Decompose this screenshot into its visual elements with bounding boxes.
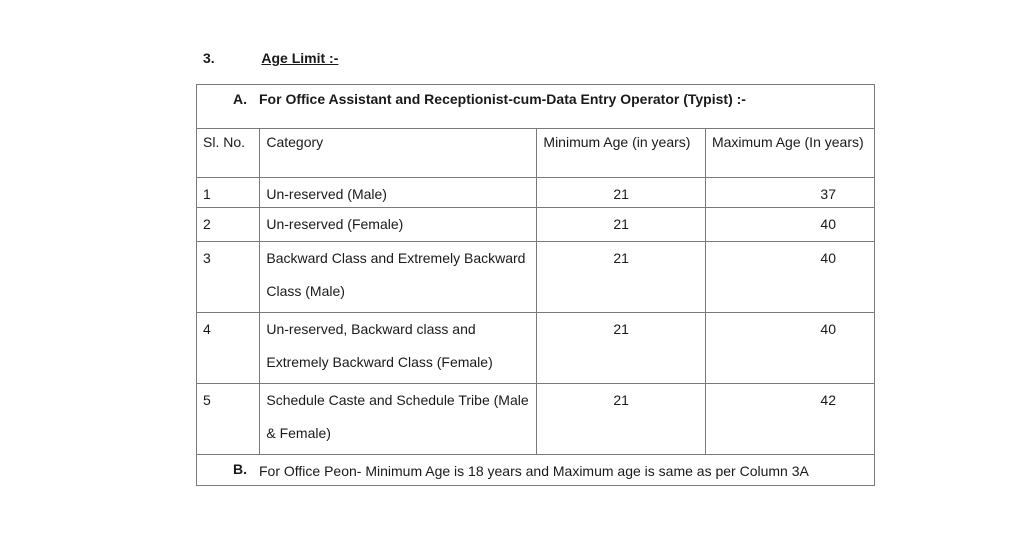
header-category: Category	[260, 129, 537, 177]
section-number: 3.	[203, 50, 215, 66]
cell-min-age: 21	[537, 383, 706, 454]
section-b-letter: B.	[233, 460, 247, 477]
table-header-row	[197, 129, 874, 177]
cell-category	[260, 241, 537, 312]
cell-category-text: Un-reserved, Backward class and Extremely Backward Class (Female)	[266, 320, 493, 370]
cell-min-age: 21	[537, 241, 706, 312]
header-maximum-age: Maximum Age (In years)	[705, 129, 874, 177]
table-row	[197, 312, 874, 383]
cell-max-age: 37	[705, 177, 874, 207]
cell-sl: 4	[197, 312, 260, 383]
table-row	[197, 177, 874, 207]
header-minimum-age: Minimum Age (in years)	[537, 129, 706, 177]
cell-max-age: 42	[705, 383, 874, 454]
cell-max-age: 40	[705, 312, 874, 383]
cell-category-text: Schedule Caste and Schedule Tribe (Male & Female)	[266, 391, 529, 441]
header-sl-no: Sl. No.	[197, 129, 260, 177]
cell-min-age: 21	[537, 312, 706, 383]
cell-min-age: 21	[537, 177, 706, 207]
cell-category-text: Backward Class and Extremely Backward Class (Male)	[266, 249, 526, 299]
age-limit-table	[196, 84, 875, 486]
age-table	[197, 129, 874, 455]
cell-max-age: 40	[705, 207, 874, 241]
section-title: Age Limit :-	[261, 50, 339, 66]
cell-sl: 3	[197, 241, 260, 312]
cell-category	[260, 383, 537, 454]
section-a-heading	[197, 85, 874, 129]
cell-category: Un-reserved (Male)	[260, 177, 537, 207]
cell-sl: 5	[197, 383, 260, 454]
section-b-note	[197, 455, 874, 485]
table-row	[197, 207, 874, 241]
cell-max-age: 40	[705, 241, 874, 312]
section-a-letter: A.	[233, 91, 247, 107]
cell-sl: 1	[197, 177, 260, 207]
cell-category: Un-reserved (Female)	[260, 207, 537, 241]
section-a-title: For Office Assistant and Receptionist-cum-Data Entry Operator (Typist) :-	[259, 91, 746, 107]
cell-min-age: 21	[537, 207, 706, 241]
section-heading	[203, 50, 338, 66]
table-row	[197, 241, 874, 312]
cell-sl: 2	[197, 207, 260, 241]
table-row	[197, 383, 874, 454]
section-b-text: For Office Peon- Minimum Age is 18 years and Maximum age is same as per Column 3A	[259, 462, 809, 479]
cell-category	[260, 312, 537, 383]
